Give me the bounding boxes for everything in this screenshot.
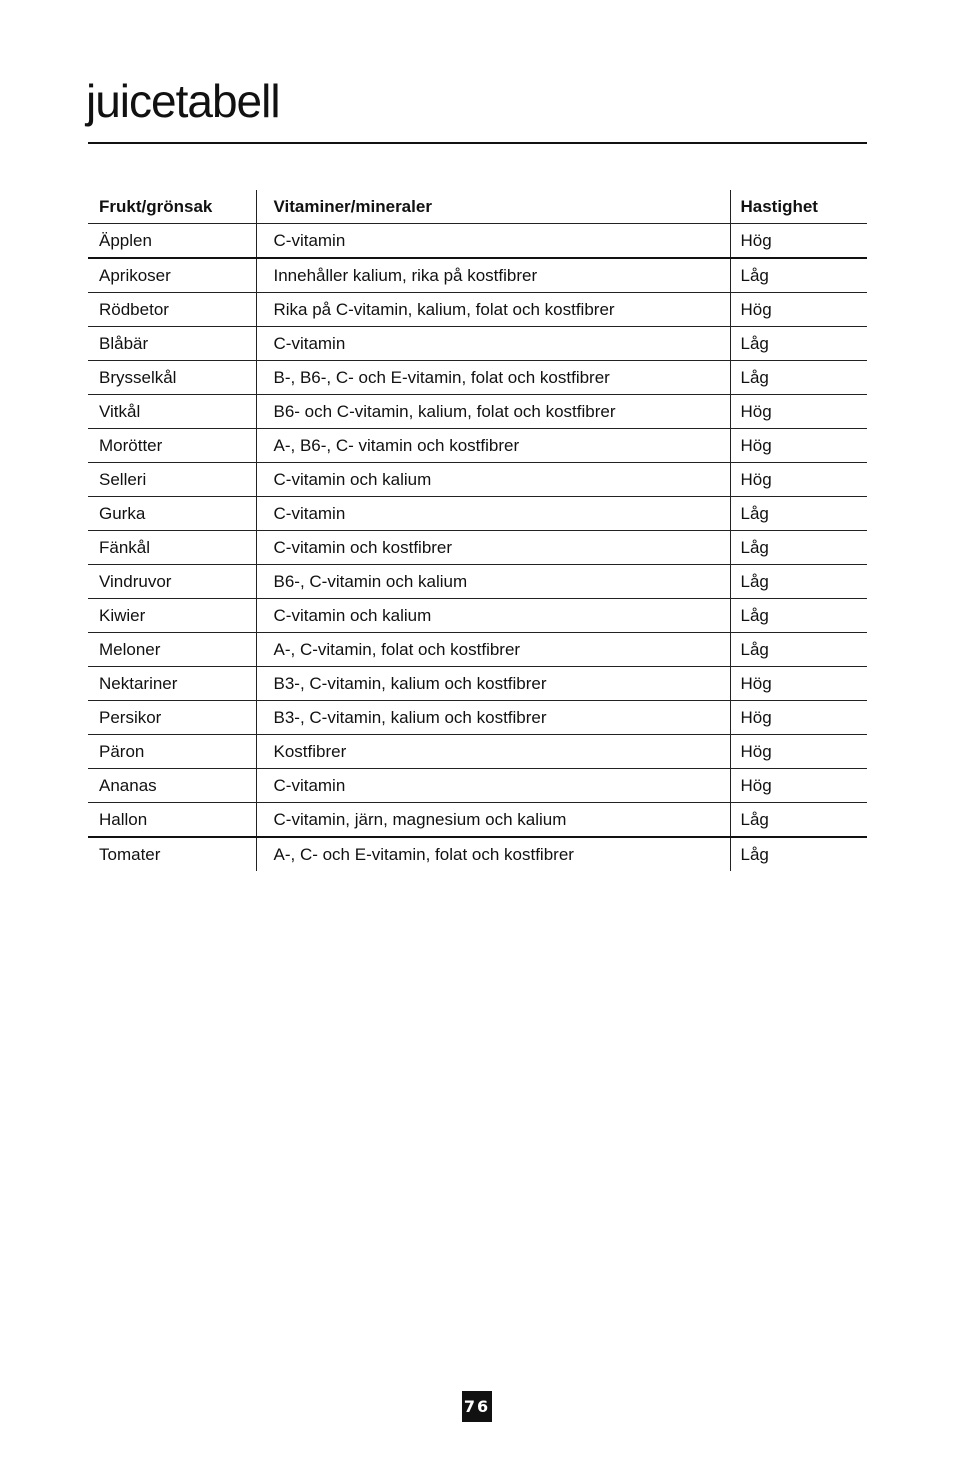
- cell-fruit: Selleri: [88, 463, 256, 497]
- cell-vitamins: C-vitamin: [256, 497, 730, 531]
- cell-speed: Hög: [730, 224, 867, 259]
- table-row: [88, 429, 867, 463]
- cell-fruit: Morötter: [88, 429, 256, 463]
- table-header-row: [88, 190, 867, 224]
- cell-vitamins: B6-, C-vitamin och kalium: [256, 565, 730, 599]
- cell-fruit: Päron: [88, 735, 256, 769]
- table-row: [88, 463, 867, 497]
- cell-speed: Låg: [730, 497, 867, 531]
- cell-speed: Låg: [730, 565, 867, 599]
- table-row: [88, 258, 867, 293]
- cell-fruit: Brysselkål: [88, 361, 256, 395]
- cell-fruit: Aprikoser: [88, 258, 256, 293]
- cell-speed: Hög: [730, 395, 867, 429]
- cell-fruit: Gurka: [88, 497, 256, 531]
- table-row: [88, 565, 867, 599]
- cell-fruit: Nektariner: [88, 667, 256, 701]
- cell-fruit: Vitkål: [88, 395, 256, 429]
- cell-speed: Hög: [730, 667, 867, 701]
- table-row: [88, 837, 867, 871]
- cell-fruit: Fänkål: [88, 531, 256, 565]
- cell-speed: Hög: [730, 463, 867, 497]
- cell-fruit: Meloner: [88, 633, 256, 667]
- table-row: [88, 599, 867, 633]
- table-row: [88, 224, 867, 259]
- page-title: juicetabell: [86, 75, 280, 127]
- table-row: [88, 395, 867, 429]
- cell-speed: Hög: [730, 701, 867, 735]
- cell-vitamins: C-vitamin och kostfibrer: [256, 531, 730, 565]
- table-row: [88, 497, 867, 531]
- header-fruit: Frukt/grönsak: [88, 190, 256, 224]
- cell-vitamins: C-vitamin: [256, 224, 730, 259]
- table-row: [88, 327, 867, 361]
- cell-vitamins: C-vitamin och kalium: [256, 599, 730, 633]
- table-row: [88, 361, 867, 395]
- cell-vitamins: A-, B6-, C- vitamin och kostfibrer: [256, 429, 730, 463]
- cell-speed: Låg: [730, 361, 867, 395]
- table-row: [88, 531, 867, 565]
- table-row: [88, 803, 867, 838]
- cell-fruit: Persikor: [88, 701, 256, 735]
- table-row: [88, 667, 867, 701]
- cell-vitamins: B-, B6-, C- och E-vitamin, folat och kostfibrer: [256, 361, 730, 395]
- juice-table: [88, 190, 867, 871]
- cell-vitamins: Rika på C-vitamin, kalium, folat och kostfibrer: [256, 293, 730, 327]
- cell-vitamins: C-vitamin, järn, magnesium och kalium: [256, 803, 730, 838]
- cell-fruit: Kiwier: [88, 599, 256, 633]
- table-body: [88, 224, 867, 872]
- cell-fruit: Hallon: [88, 803, 256, 838]
- cell-fruit: Vindruvor: [88, 565, 256, 599]
- cell-speed: Hög: [730, 735, 867, 769]
- cell-vitamins: C-vitamin: [256, 327, 730, 361]
- cell-fruit: Rödbetor: [88, 293, 256, 327]
- header-vitamins: Vitaminer/mineraler: [256, 190, 730, 224]
- cell-vitamins: B6- och C-vitamin, kalium, folat och kostfibrer: [256, 395, 730, 429]
- cell-speed: Låg: [730, 837, 867, 871]
- cell-speed: Låg: [730, 803, 867, 838]
- cell-vitamins: C-vitamin: [256, 769, 730, 803]
- table-row: [88, 293, 867, 327]
- page-number: 76: [462, 1391, 492, 1422]
- cell-fruit: Ananas: [88, 769, 256, 803]
- table-row: [88, 769, 867, 803]
- cell-fruit: Tomater: [88, 837, 256, 871]
- cell-vitamins: Kostfibrer: [256, 735, 730, 769]
- cell-speed: Hög: [730, 769, 867, 803]
- cell-speed: Låg: [730, 258, 867, 293]
- cell-speed: Låg: [730, 531, 867, 565]
- cell-speed: Hög: [730, 293, 867, 327]
- cell-vitamins: B3-, C-vitamin, kalium och kostfibrer: [256, 701, 730, 735]
- cell-vitamins: Innehåller kalium, rika på kostfibrer: [256, 258, 730, 293]
- cell-speed: Låg: [730, 599, 867, 633]
- cell-fruit: Äpplen: [88, 224, 256, 259]
- table-row: [88, 633, 867, 667]
- cell-vitamins: A-, C-vitamin, folat och kostfibrer: [256, 633, 730, 667]
- table-row: [88, 701, 867, 735]
- cell-vitamins: C-vitamin och kalium: [256, 463, 730, 497]
- cell-vitamins: B3-, C-vitamin, kalium och kostfibrer: [256, 667, 730, 701]
- table-row: [88, 735, 867, 769]
- cell-fruit: Blåbär: [88, 327, 256, 361]
- title-divider: [88, 142, 867, 144]
- header-speed: Hastighet: [730, 190, 867, 224]
- cell-vitamins: A-, C- och E-vitamin, folat och kostfibrer: [256, 837, 730, 871]
- cell-speed: Hög: [730, 429, 867, 463]
- cell-speed: Låg: [730, 327, 867, 361]
- cell-speed: Låg: [730, 633, 867, 667]
